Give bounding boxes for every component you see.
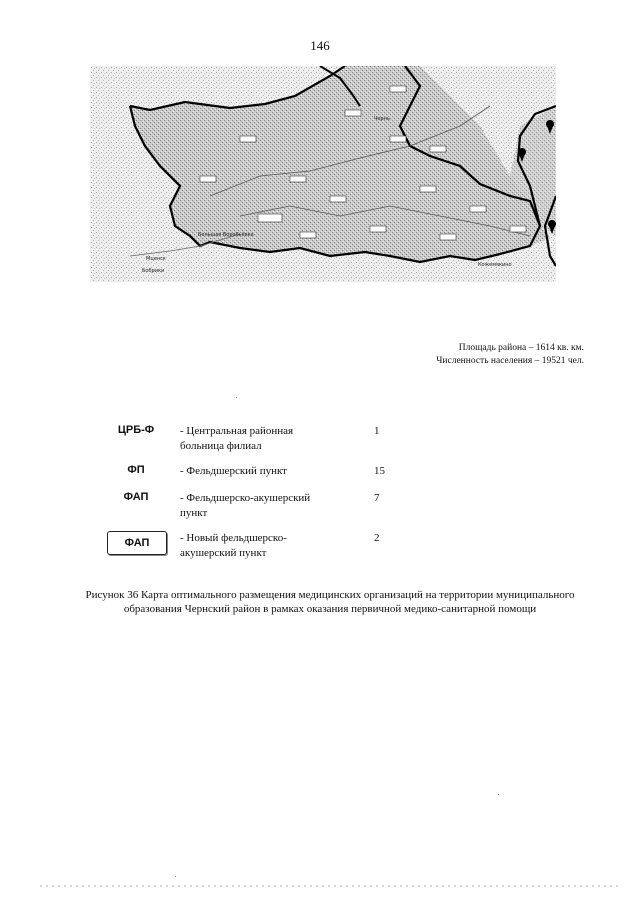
area-text: Площадь района – 1614 кв. км. xyxy=(458,343,584,353)
legend-count: 7 xyxy=(374,492,380,504)
legend-row xyxy=(104,531,404,571)
legend-description: - Фельдшерско-акушерский пункт xyxy=(180,492,311,519)
scan-speck xyxy=(498,794,499,795)
map-label: Кожемякино xyxy=(478,262,512,268)
scan-speck xyxy=(175,876,176,877)
legend-row xyxy=(104,464,404,491)
district-stats xyxy=(436,342,584,368)
legend-count: 1 xyxy=(374,425,380,437)
figure-caption: Рисунок 36 Карта оптимального размещения медицинских организаций на территории муниципального образования Чернский район в рамках оказания первичной медико-санитарной помощи xyxy=(85,589,575,615)
map-label: Мценск xyxy=(146,256,166,262)
legend-count: 2 xyxy=(374,532,380,544)
map-label: Чернь xyxy=(374,116,390,122)
fap-symbol: ФАП xyxy=(123,491,149,503)
page-number: 146 xyxy=(310,38,330,53)
map-label: Большая Воробьёвка xyxy=(198,232,254,238)
map-graphic xyxy=(90,66,556,282)
population-text: Численность населения – 19521 чел. xyxy=(436,356,584,366)
fp-symbol: ФП xyxy=(127,464,145,476)
legend xyxy=(104,424,404,571)
legend-count: 15 xyxy=(374,465,385,477)
map-label: Бобрики xyxy=(142,268,165,274)
legend-description: - Фельдшерский пункт xyxy=(180,465,287,477)
legend-row xyxy=(104,424,404,464)
legend-row xyxy=(104,491,404,531)
scan-edge-noise xyxy=(40,885,620,887)
crb-f-symbol: ЦРБ-Ф xyxy=(117,424,155,436)
legend-description: - Новый фельдшерско-акушерский пункт xyxy=(180,532,287,559)
district-map xyxy=(90,66,556,282)
new-fap-symbol: ФАП xyxy=(107,531,167,555)
legend-description: - Центральная районная больница филиал xyxy=(180,425,294,452)
scan-speck xyxy=(236,397,237,398)
